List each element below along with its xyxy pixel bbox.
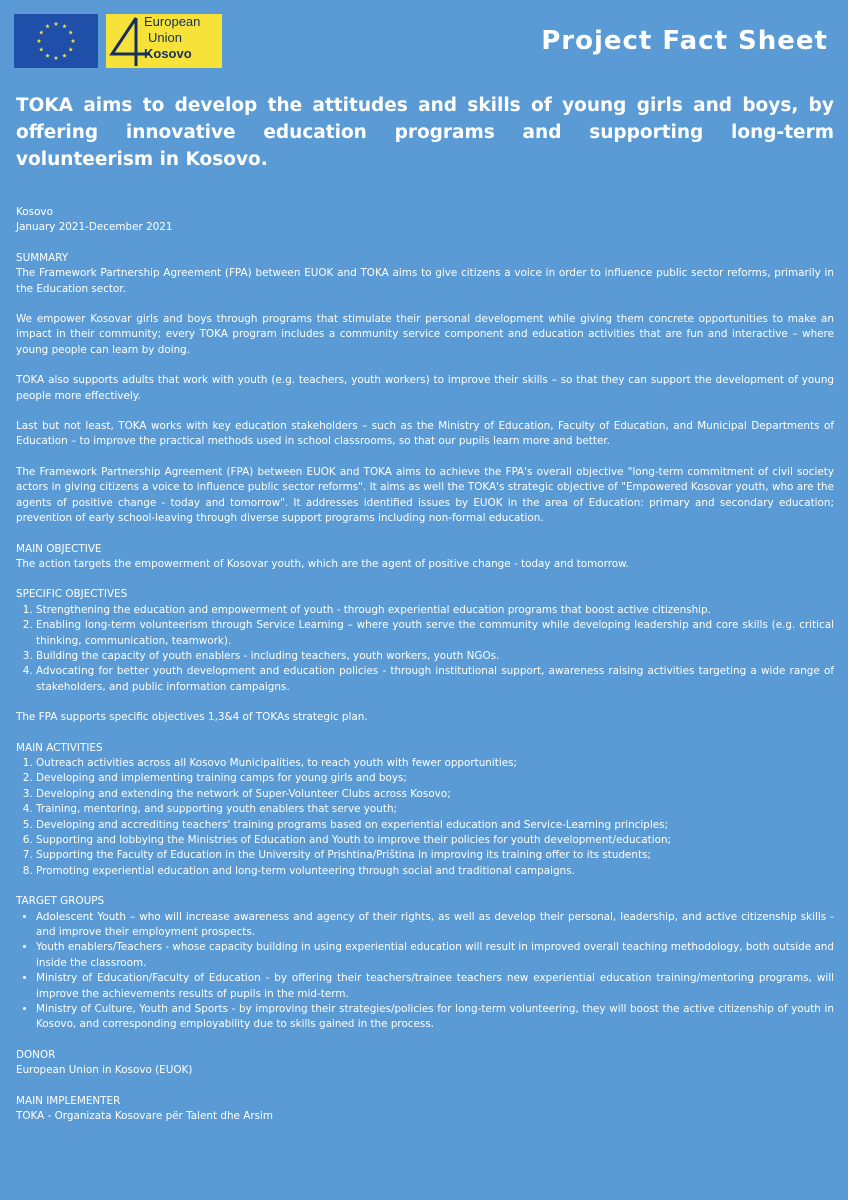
list-item: • Youth enablers/Teachers - whose capacity building in using experiential education will result in improved overall teaching methodology, both outside and inside the classroom. <box>36 940 834 971</box>
list-item: • Ministry of Education/Faculty of Education - by offering their teachers/trainee teachers new experiential education training/mentoring programs, will improve the achievements results of pupils in the mid-term. <box>36 971 834 1002</box>
eu-stars-icon <box>14 14 98 68</box>
list-item: 3. Developing and extending the network of Super-Volunteer Clubs across Kosovo; <box>36 787 834 802</box>
list-item: 1. Strengthening the education and empowerment of youth - through experiential education programs that boost active citizenship. <box>36 603 834 618</box>
list-item: 4. Training, mentoring, and supporting youth enablers that serve youth; <box>36 802 834 817</box>
main-activities-list <box>16 756 834 879</box>
summary-paragraph: The Framework Partnership Agreement (FPA) between EUOK and TOKA aims to achieve the FPA's overall objective "long-term commitment of civil society actors in giving citizens a voice to influence public sector reforms". It aims as well the TOKA's strategic objective of "Empowered Kosovar youth, who are the agents of positive change - today and tomorrow". It addresses identified issues by EUOK in the area of Education: primary and secondary education; prevention of early school-leaving through diverse support programs including non-formal education. <box>16 465 834 525</box>
list-item: • Ministry of Culture, Youth and Sports - by improving their strategies/policies for long-term volunteering, they will boost the active citizenship of youth in Kosovo, and corresponding employability due to skills gained in the process. <box>36 1002 834 1033</box>
list-item: 5. Developing and accrediting teachers' training programs based on experiential education and Service-Learning principles; <box>36 818 834 833</box>
target-groups-heading: TARGET GROUPS <box>16 895 105 908</box>
eu-flag-logo <box>14 14 98 68</box>
summary-heading: SUMMARY <box>16 251 69 264</box>
list-item: 3. Building the capacity of youth enablers - including teachers, youth workers, youth NGOs. <box>36 649 834 664</box>
summary-paragraph: We empower Kosovar girls and boys through programs that stimulate their personal development while giving them concrete opportunities to make an impact in their community; every TOKA program includes a community service component and education activities that are fun and interactive – where young people can learn by doing. <box>16 313 834 356</box>
specific-objectives-heading: SPECIFIC OBJECTIVES <box>16 588 128 601</box>
logo-text-line: Union <box>148 30 182 45</box>
list-item: 2. Enabling long-term volunteerism through Service Learning – where youth serve the community while developing leadership and core skills (e.g. critical thinking, communication, teamwork). <box>36 618 834 649</box>
page-title: Project Fact Sheet <box>541 26 828 56</box>
donor-text: European Union in Kosovo (EUOK) <box>16 1064 193 1077</box>
header <box>14 12 834 72</box>
list-item: • Adolescent Youth – who will increase awareness and agency of their rights, as well as develop their personal, leadership, and active citizenship skills - and improve their employment prospects. <box>36 910 834 941</box>
implementer-text: TOKA - Organizata Kosovare për Talent dhe Arsim <box>16 1110 274 1123</box>
fact-sheet-body <box>16 205 834 1125</box>
intro-statement: TOKA aims to develop the attitudes and skills of young girls and boys, by offering innovative education programs and supporting long-term volunteerism in Kosovo. <box>16 95 834 170</box>
implementer-heading: MAIN IMPLEMENTER <box>16 1094 121 1107</box>
target-groups-list <box>16 910 834 1033</box>
logo-text-line: Kosovo <box>144 46 192 61</box>
list-item: 8. Promoting experiential education and long-term volunteering through social and traditional campaigns. <box>36 864 834 879</box>
project-location: Kosovo <box>16 206 53 218</box>
main-objective-text: The action targets the empowerment of Kosovar youth, which are the agent of positive change - today and tomorrow. <box>16 557 629 570</box>
list-item: 6. Supporting and lobbying the Ministries of Education and Youth to improve their policies for youth development/education; <box>36 833 834 848</box>
summary-paragraph: The Framework Partnership Agreement (FPA) between EUOK and TOKA aims to give citizens a voice in order to influence public sector reforms, primarily in the Education sector. <box>16 267 834 295</box>
summary-paragraph: TOKA also supports adults that work with youth (e.g. teachers, youth workers) to improve their skills – so that they can support the development of young people more effectively. <box>16 374 834 402</box>
list-item: 4. Advocating for better youth development and education policies - through institutional support, awareness raising activities targeting a wide range of stakeholders, and public information campaigns. <box>36 664 834 695</box>
logo-text-line: European <box>144 14 201 29</box>
summary-paragraph: Last but not least, TOKA works with key education stakeholders – such as the Ministry of Education, Faculty of Education, and Municipal Departments of Education – to improve the practical methods used in school classrooms, so that our pupils learn more and better. <box>16 420 834 448</box>
project-period: January 2021-December 2021 <box>16 221 173 234</box>
logo-text <box>140 14 200 62</box>
list-item: 2. Developing and implementing training camps for young girls and boys; <box>36 771 834 786</box>
main-activities-heading: MAIN ACTIVITIES <box>16 741 103 754</box>
specific-objectives-note: The FPA supports specific objectives 1,3&4 of TOKAs strategic plan. <box>16 711 368 724</box>
donor-heading: DONOR <box>16 1048 56 1061</box>
list-item: 7. Supporting the Faculty of Education in the University of Prishtina/Priština in improving its training offer to its students; <box>36 848 834 863</box>
list-item: 1. Outreach activities across all Kosovo Municipalities, to reach youth with fewer opportunities; <box>36 756 834 771</box>
eu-kosovo-logo <box>106 14 222 68</box>
main-objective-heading: MAIN OBJECTIVE <box>16 542 102 555</box>
specific-objectives-list <box>16 603 834 695</box>
